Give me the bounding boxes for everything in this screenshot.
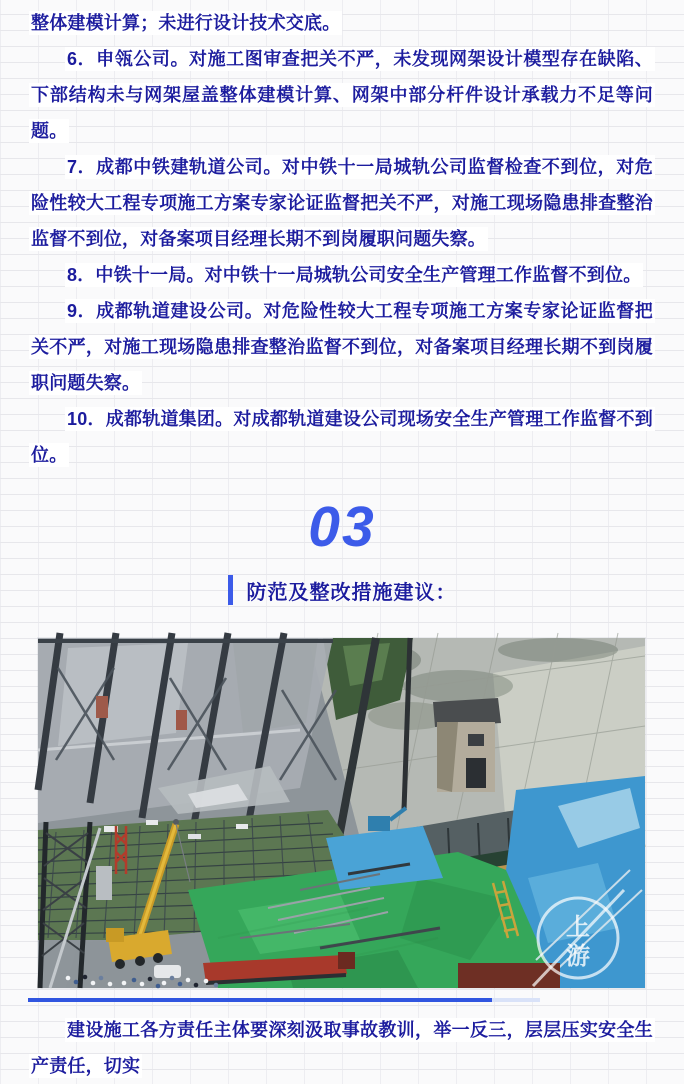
paragraph-text: 整体建模计算；未进行设计技术交底。 [31,13,341,33]
closing-paragraph [29,1012,655,1084]
divider-tail [492,998,540,1002]
paragraph-text: 6．申瓴公司。对施工图审查把关不严，未发现网架设计模型存在缺陷、下部结构未与网架屋盖整体建模计算、网架中部分杆件设计承载力不足等问题。 [31,49,653,141]
watermark-char-1: 上 [566,914,590,941]
accent-bar [228,575,233,605]
paragraph [29,5,655,41]
paragraph [29,401,655,473]
paragraph-text: 9．成都轨道建设公司。对危险性较大工程专项施工方案专家论证监督把关不严，对施工现场隐患排查整治监督不到位，对备案项目经理长期不到岗履职问题失察。 [31,301,653,393]
section-number: 03 [308,495,376,559]
utility-building [433,698,501,792]
section-header [0,575,684,605]
divider-main [28,998,492,1002]
white-van [154,965,181,978]
paragraph-text: 7．成都中铁建轨道公司。对中铁十一局城轨公司监督检查不到位，对危险性较大工程专项施工方案专家论证监督把关不严，对施工现场隐患排查整治监督不到位，对备案项目经理长期不到岗履职问题失察。 [31,157,653,249]
closing-text: 建设施工各方责任主体要深刻汲取事故教训，举一反三，层层压实安全生产责任，切实 [31,1020,653,1076]
watermark-char-2: 游 [566,943,590,970]
accident-photo[interactable] [38,638,645,988]
section-title: 防范及整改措施建议： [246,581,457,604]
divider-line [28,998,540,1002]
article-body [0,0,684,473]
paragraph [29,257,655,293]
paragraph [29,149,655,257]
paragraph [29,293,655,401]
closing-section [0,1002,684,1084]
paragraph [29,41,655,149]
paragraph-text: 8．中铁十一局。对中铁十一局城轨公司安全生产管理工作监督不到位。 [67,265,642,285]
paragraph-text: 10．成都轨道集团。对成都轨道建设公司现场安全生产管理工作监督不到位。 [31,409,653,465]
